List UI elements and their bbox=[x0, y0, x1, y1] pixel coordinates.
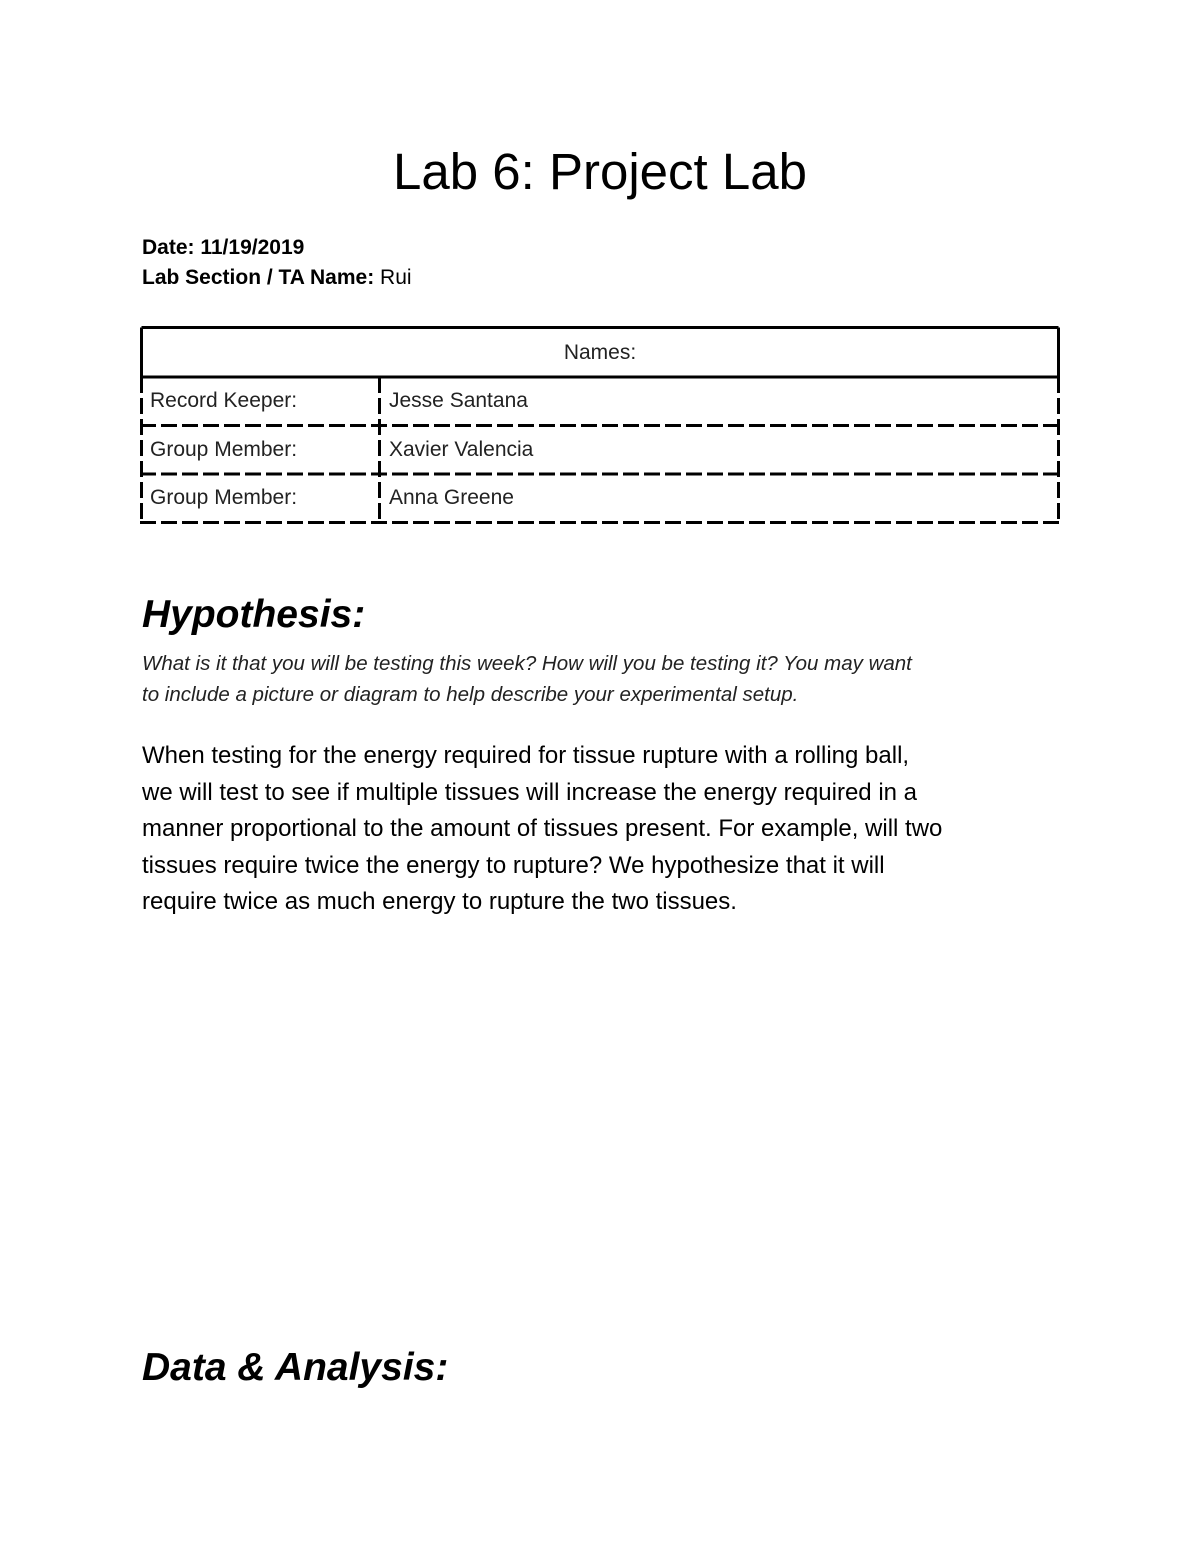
names-table bbox=[140, 326, 1060, 524]
group-member-label: Group Member: bbox=[150, 486, 298, 509]
answer-line: manner proportional to the amount of tissues present. For example, will two bbox=[142, 815, 943, 842]
hypothesis-prompt bbox=[142, 648, 1062, 710]
prompt-line: to include a picture or diagram to help describe your experimental setup. bbox=[142, 683, 799, 706]
date-line bbox=[142, 234, 304, 262]
page-title: Lab 6: Project Lab bbox=[393, 143, 807, 200]
date-value: 11/19/2019 bbox=[200, 236, 305, 259]
names-header: Names: bbox=[563, 341, 637, 364]
hypothesis-answer bbox=[142, 738, 1072, 921]
record-keeper-name: Jesse Santana bbox=[389, 389, 528, 412]
date-label: Date: bbox=[142, 236, 195, 259]
lab-section-value: Rui bbox=[380, 266, 412, 289]
group-member-label: Group Member: bbox=[150, 438, 298, 461]
hypothesis-heading: Hypothesis: bbox=[142, 593, 366, 636]
group-member-name: Anna Greene bbox=[389, 486, 514, 509]
answer-line: When testing for the energy required for tissue rupture with a rolling ball, bbox=[142, 742, 910, 769]
answer-line: tissues require twice the energy to rupture? We hypothesize that it will bbox=[142, 851, 885, 879]
lab-section-label: Lab Section / TA Name: bbox=[142, 266, 375, 289]
record-keeper-label: Record Keeper: bbox=[150, 389, 298, 412]
answer-line: we will test to see if multiple tissues will increase the energy required in a bbox=[142, 778, 918, 806]
data-analysis-heading: Data & Analysis: bbox=[142, 1346, 449, 1389]
lab-section-line bbox=[142, 264, 412, 292]
answer-line: require twice as much energy to rupture the two tissues. bbox=[142, 888, 737, 915]
prompt-line: What is it that you will be testing this week? How will you be testing it? You may want bbox=[142, 652, 912, 675]
group-member-name: Xavier Valencia bbox=[389, 438, 534, 461]
